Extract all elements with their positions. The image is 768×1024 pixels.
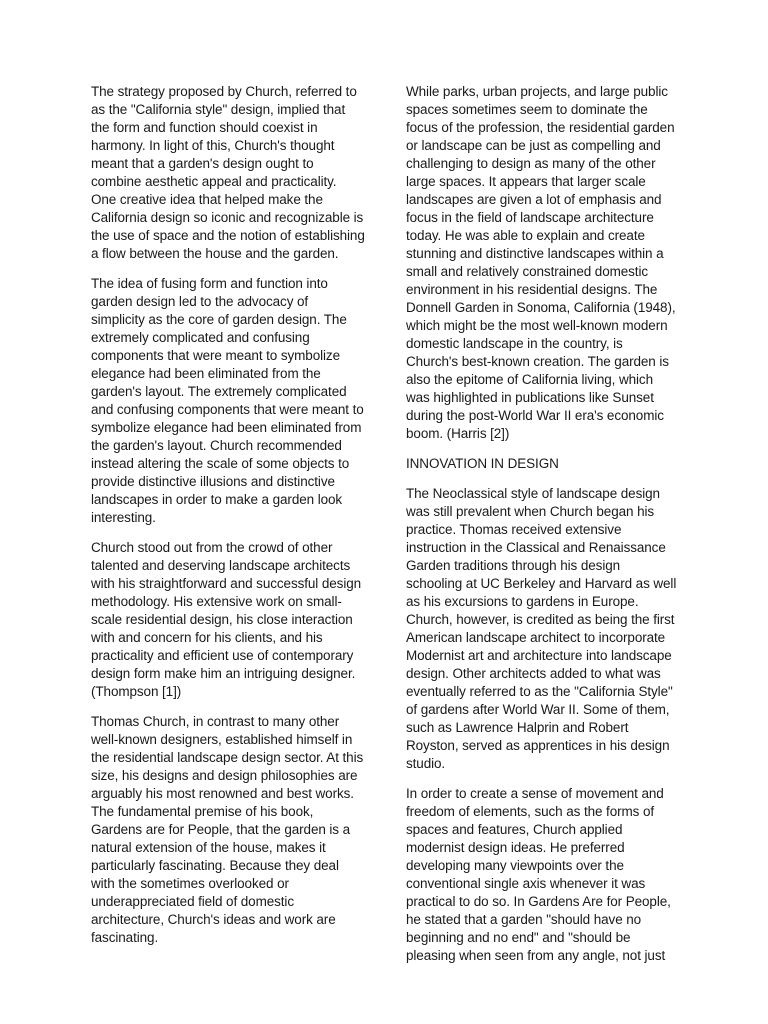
right-column	[406, 83, 678, 977]
paragraph-california-style: The strategy proposed by Church, referred to as the "California style" design, implied that the form and function should coexist in harmony. In light of this, Church's thought meant that a garden's design ought to combine aesthetic appeal and practicality. One creative idea that helped make the California design so iconic and recognizable is the use of space and the notion of establishing a flow between the house and the garden.	[91, 84, 365, 261]
paragraph-residential-garden: While parks, urban projects, and large public spaces sometimes seem to dominate the focus of the profession, the residential garden or landscape can be just as compelling and challenging to design as many of the other large spaces. It appears that larger scale landscapes are given a lot of emphasis and focus in the field of landscape architecture today. He was able to explain and create stunning and distinctive landscapes within a small and relatively constrained domestic environment in his residential designs. The Donnell Garden in Sonoma, California (1948), which might be the most well-known modern domestic landscape in the country, is Church's best-known creation. The garden is also the epitome of California living, which was highlighted in publications like Sunset during the post-World War II era's economic boom. (Harris [2])	[406, 84, 676, 441]
paragraph-design-methodology: Church stood out from the crowd of other talented and deserving landscape architects with his straightforward and successful design methodology. His extensive work on small-scale residential design, his close interaction with and concern for his clients, and his practicality and efficient use of contemporary design form make him an intriguing designer. (Thompson [1])	[91, 540, 362, 699]
paragraph-movement-freedom: In order to create a sense of movement and freedom of elements, such as the forms of spaces and features, Church applied modernist design ideas. He preferred developing many viewpoints over the conventional single axis whenever it was practical to do so. In Gardens Are for People, he stated that a garden "should have no beginning and no end" and "should be pleasing when seen from any angle, not just	[406, 786, 671, 963]
paragraph-residential-design: Thomas Church, in contrast to many other well-known designers, established himself in the residential landscape design sector. At this size, his designs and design philosophies are arguably his most renowned and best works. The fundamental premise of his book, Gardens are for People, that the garden is a natural extension of the house, makes it particularly fascinating. Because they deal with the sometimes overlooked or underappreciated field of domestic architecture, Church's ideas and work are fascinating.	[91, 714, 364, 945]
section-heading: INNOVATION IN DESIGN	[406, 456, 559, 471]
paragraph-neoclassical-style: The Neoclassical style of landscape design was still prevalent when Church began his practice. Thomas received extensive instruction in the Classical and Renaissance Garden traditions through his design schooling at UC Berkeley and Harvard as well as his excursions to gardens in Europe. Church, however, is credited as being the first American landscape architect to incorporate Modernist art and architecture into landscape design. Other architects added to what was eventually referred to as the "California Style" of gardens after World War II. Some of them, such as Lawrence Halprin and Robert Royston, served as apprentices in his design studio.	[406, 486, 677, 771]
left-column	[91, 83, 365, 959]
paragraph-form-function: The idea of fusing form and function into garden design led to the advocacy of simplicity as the core of garden design. The extremely complicated and confusing components that were meant to symbolize elegance had been eliminated from the garden's layout. The extremely complicated and confusing components that were meant to symbolize elegance had been eliminated from the garden's layout. Church recommended instead altering the scale of some objects to provide distinctive illusions and distinctive landscapes in order to make a garden look interesting.	[91, 276, 364, 525]
